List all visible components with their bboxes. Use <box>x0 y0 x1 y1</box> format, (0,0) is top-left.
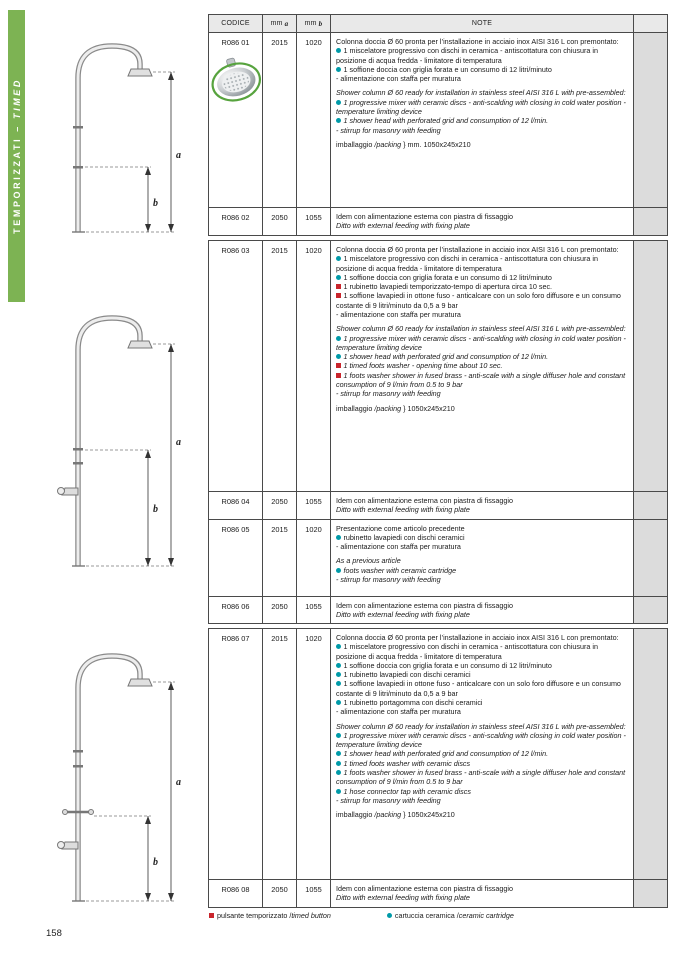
legend-item-timed-button <box>209 911 331 920</box>
note-line: 1 soffione lavapiedi in ottone fuso - anticalcare con un solo foro diffusore e un consumo costante di 9 litri/minuto da 0,5 a 9 bar <box>336 679 621 698</box>
technical-drawing-shower-column-3 <box>28 640 193 910</box>
product-code: R086 05 <box>221 524 250 534</box>
ceramic-cartridge-bullet-icon <box>336 789 341 794</box>
note-line: 1 shower head with perforated grid and consumption of 12 l/min. <box>336 352 628 361</box>
note-line: 1 timed foots washer with ceramic discs <box>336 759 628 768</box>
side-strip-cell <box>634 492 667 519</box>
note-line: 1 rubinetto lavapiedi con dischi ceramici <box>336 670 628 679</box>
codice-cell <box>209 208 263 235</box>
note-line: 1 soffione doccia con griglia forata e un consumo di 12 litri/minuto <box>336 273 628 282</box>
note-line: 1 progressive mixer with ceramic discs - anti-scalding with closing in cold water position - temperature limiting device <box>336 97 626 116</box>
ceramic-cartridge-bullet-icon <box>336 48 341 53</box>
ceramic-cartridge-bullet-icon <box>336 672 341 677</box>
note-line: - alimentazione con staffa per muratura <box>336 74 461 84</box>
mm-a-cell: 2015 <box>263 520 297 596</box>
note-line: - stirrup for masonry with feeding <box>336 574 441 584</box>
mm-a-cell: 2050 <box>263 597 297 624</box>
product-code: R086 01 <box>221 38 250 47</box>
product-photo-showerhead <box>209 55 262 105</box>
note-line: 1 hose connector tap with ceramic discs <box>336 787 628 796</box>
dimension-label-a: a <box>176 777 181 788</box>
product-code: R086 04 <box>221 497 250 506</box>
note-line: imballaggio /packing } 1050x245x210 <box>336 403 455 413</box>
mm-b-cell: 1055 <box>297 208 331 235</box>
timed-button-marker-icon <box>336 284 341 289</box>
note-line: Idem con alimentazione esterna con piastra di fissaggio <box>336 600 513 610</box>
ceramic-cartridge-bullet-icon <box>387 913 392 918</box>
timed-button-marker-icon <box>336 293 341 298</box>
ceramic-cartridge-bullet-icon <box>336 568 341 573</box>
note-line: Ditto with external feeding with fixing plate <box>336 221 470 231</box>
legend-text: cartuccia ceramica / <box>394 911 459 920</box>
note-line: 1 soffione doccia con griglia forata e un consumo di 12 litri/minuto <box>336 661 628 670</box>
note-line: - stirrup for masonry with feeding <box>336 389 441 399</box>
note-cell <box>331 492 634 519</box>
table-row <box>209 491 667 519</box>
note-cell <box>331 241 634 491</box>
codice-cell <box>209 33 263 207</box>
dimension-label-b: b <box>153 198 158 209</box>
ceramic-cartridge-bullet-icon <box>336 700 341 705</box>
mm-a-cell: 2015 <box>263 241 297 491</box>
note-line: 1 soffione lavapiedi in ottone fuso - anticalcare con un solo foro diffusore e un consumo costante di 9 litri/minuto da 0,5 a 9 bar <box>336 291 621 310</box>
legend-text-en: ceramic cartridge <box>458 911 514 920</box>
note-line: 1 foots washer shower in fused brass - anti-scale with a single diffuser hole and constant consumption of 9 l/min from 0.5 to 9 bar <box>336 767 626 787</box>
note-line: imballaggio /packing } mm. 1050x245x210 <box>336 139 471 149</box>
note-line: 1 miscelatore progressivo con dischi in ceramica - antiscottatura con chiusura in posizione di acqua fredda - limitatore di temperatura <box>336 642 598 661</box>
timed-button-marker-icon <box>336 373 341 378</box>
note-cell <box>331 597 634 624</box>
note-line: 1 shower head with perforated grid and consumption of 12 l/min. <box>336 116 628 125</box>
note-line: Ditto with external feeding with fixing plate <box>336 609 470 619</box>
note-line: rubinetto lavapiedi con dischi ceramici <box>336 533 628 542</box>
timed-button-marker-icon <box>209 913 214 918</box>
table-section-2 <box>208 240 668 624</box>
ceramic-cartridge-bullet-icon <box>336 751 341 756</box>
technical-drawing-shower-column-1 <box>28 26 193 241</box>
note-line: Colonna doccia Ø 60 pronta per l’installazione in acciaio inox AISI 316 L con premontato: <box>336 633 619 642</box>
note-line: 1 soffione doccia con griglia forata e un consumo di 12 litri/minuto <box>336 65 628 74</box>
codice-cell <box>209 520 263 596</box>
note-line: 1 progressive mixer with ceramic discs - anti-scalding with closing in cold water position - temperature limiting device <box>336 333 626 352</box>
note-line: 1 miscelatore progressivo con dischi in ceramica - antiscottatura con chiusura in posizione di acqua fredda - limitatore di temperatura <box>336 46 598 65</box>
note-cell <box>331 629 634 879</box>
legend-text: pulsante temporizzato / <box>217 911 292 920</box>
table-row <box>209 629 667 879</box>
side-strip-cell <box>634 208 667 235</box>
ceramic-cartridge-bullet-icon <box>336 681 341 686</box>
mm-a-cell: 2050 <box>263 880 297 907</box>
note-line: - stirrup for masonry with feeding <box>336 795 441 805</box>
ceramic-cartridge-bullet-icon <box>336 256 341 261</box>
note-line: Idem con alimentazione esterna con piastra di fissaggio <box>336 212 513 221</box>
note-line: foots washer with ceramic cartridge <box>336 566 628 575</box>
side-strip-cell <box>634 241 667 491</box>
side-strip-cell <box>634 33 667 207</box>
ceramic-cartridge-bullet-icon <box>336 67 341 72</box>
mm-a-cell: 2050 <box>263 492 297 519</box>
codice-cell <box>209 597 263 624</box>
product-code: R086 08 <box>221 885 250 894</box>
table-section-1 <box>208 14 668 236</box>
note-line: Idem con alimentazione esterna con piastra di fissaggio <box>336 884 513 893</box>
mm-a-cell: 2015 <box>263 629 297 879</box>
ceramic-cartridge-bullet-icon <box>336 336 341 341</box>
timed-button-marker-icon <box>336 363 341 368</box>
product-code: R086 03 <box>221 246 250 255</box>
note-line: Presentazione come articolo precedente <box>336 523 465 533</box>
codice-cell <box>209 629 263 879</box>
ceramic-cartridge-bullet-icon <box>336 118 341 123</box>
ceramic-cartridge-bullet-icon <box>336 663 341 668</box>
codice-cell <box>209 241 263 491</box>
ceramic-cartridge-bullet-icon <box>336 275 341 280</box>
note-line: - alimentazione con staffa per muratura <box>336 542 461 552</box>
note-line: - alimentazione con staffa per muratura <box>336 707 461 717</box>
note-cell <box>331 33 634 207</box>
section-tab-label: TEMPORIZZATI – TIMED <box>11 78 22 234</box>
note-cell <box>331 520 634 596</box>
dimension-label-b: b <box>153 857 158 868</box>
note-line: 1 progressive mixer with ceramic discs - anti-scalding with closing in cold water position - temperature limiting device <box>336 730 626 750</box>
ceramic-cartridge-bullet-icon <box>336 354 341 359</box>
dimension-label-b: b <box>153 504 158 515</box>
ceramic-cartridge-bullet-icon <box>336 535 341 540</box>
table-row <box>209 207 667 235</box>
note-line: 1 miscelatore progressivo con dischi in ceramica - antiscottatura con chiusura in posizione di acqua fredda - limitatore di temperatura <box>336 254 598 273</box>
mm-b-cell: 1055 <box>297 597 331 624</box>
page-number: 158 <box>46 928 62 939</box>
note-line: Ditto with external feeding with fixing plate <box>336 505 470 515</box>
side-strip-cell <box>634 520 667 596</box>
dimension-label-a: a <box>176 150 181 161</box>
note-line: 1 timed foots washer - opening time about 10 sec. <box>336 361 628 370</box>
note-line: Shower column Ø 60 ready for installation in stainless steel AISI 316 L with pre-assembled: <box>336 88 626 98</box>
note-cell <box>331 208 634 235</box>
note-line: Idem con alimentazione esterna con piastra di fissaggio <box>336 496 513 505</box>
mm-b-cell: 1020 <box>297 33 331 207</box>
table-header-row <box>209 15 667 32</box>
section-tab-temporizzati <box>8 10 25 302</box>
codice-cell <box>209 492 263 519</box>
col-header-codice: CODICE <box>209 15 263 32</box>
note-line: As a previous article <box>336 556 401 566</box>
col-header-note: NOTE <box>331 15 634 32</box>
ceramic-cartridge-bullet-icon <box>336 100 341 105</box>
note-line: Colonna doccia Ø 60 pronta per l’installazione in acciaio inox AISI 316 L con premontato: <box>336 37 619 46</box>
note-line: imballaggio /packing } 1050x245x210 <box>336 810 455 820</box>
table-row <box>209 241 667 491</box>
product-code: R086 02 <box>221 213 250 222</box>
note-line: Shower column Ø 60 ready for installation in stainless steel AISI 316 L with pre-assembled: <box>336 324 626 334</box>
table-row <box>209 879 667 907</box>
note-line: 1 foots washer shower in fused brass - anti-scale with a single diffuser hole and constant consumption of 9 l/min from 0.5 to 9 bar <box>336 370 626 389</box>
product-code: R086 06 <box>221 601 250 611</box>
table-row <box>209 32 667 207</box>
note-cell <box>331 880 634 907</box>
mm-b-cell: 1020 <box>297 629 331 879</box>
note-line: Shower column Ø 60 ready for installation in stainless steel AISI 316 L with pre-assembled: <box>336 721 626 731</box>
legend <box>209 911 514 920</box>
note-line: 1 rubinetto lavapiedi temporizzato-tempo di apertura circa 10 sec. <box>336 282 628 291</box>
mm-a-cell: 2015 <box>263 33 297 207</box>
legend-text-en: timed button <box>291 911 331 920</box>
ceramic-cartridge-bullet-icon <box>336 644 341 649</box>
side-strip-cell <box>634 880 667 907</box>
mm-b-cell: 1055 <box>297 880 331 907</box>
ceramic-cartridge-bullet-icon <box>336 733 341 738</box>
dimension-label-a: a <box>176 437 181 448</box>
mm-b-cell: 1020 <box>297 520 331 596</box>
note-line: 1 rubinetto portagomma con dischi ceramici <box>336 698 628 707</box>
ceramic-cartridge-bullet-icon <box>336 770 341 775</box>
note-line: Ditto with external feeding with fixing plate <box>336 893 470 903</box>
mm-b-cell: 1055 <box>297 492 331 519</box>
note-line: - alimentazione con staffa per muratura <box>336 309 461 319</box>
side-strip-cell <box>634 597 667 624</box>
ceramic-cartridge-bullet-icon <box>336 761 341 766</box>
col-header-side-strip <box>634 15 667 32</box>
product-code: R086 07 <box>221 634 250 643</box>
table-section-3 <box>208 628 668 908</box>
note-line: 1 shower head with perforated grid and consumption of 12 l/min. <box>336 749 628 758</box>
mm-a-cell: 2050 <box>263 208 297 235</box>
table-row <box>209 596 667 624</box>
table-row <box>209 519 667 596</box>
codice-cell <box>209 880 263 907</box>
legend-item-ceramic-cartridge <box>387 911 514 920</box>
note-line: Colonna doccia Ø 60 pronta per l’installazione in acciaio inox AISI 316 L con premontato: <box>336 245 619 254</box>
side-strip-cell <box>634 629 667 879</box>
note-line: - stirrup for masonry with feeding <box>336 125 441 135</box>
mm-b-cell: 1020 <box>297 241 331 491</box>
col-header-mm-b: mm b <box>297 15 331 32</box>
col-header-mm-a: mm a <box>263 15 297 32</box>
technical-drawing-shower-column-2 <box>28 300 193 575</box>
